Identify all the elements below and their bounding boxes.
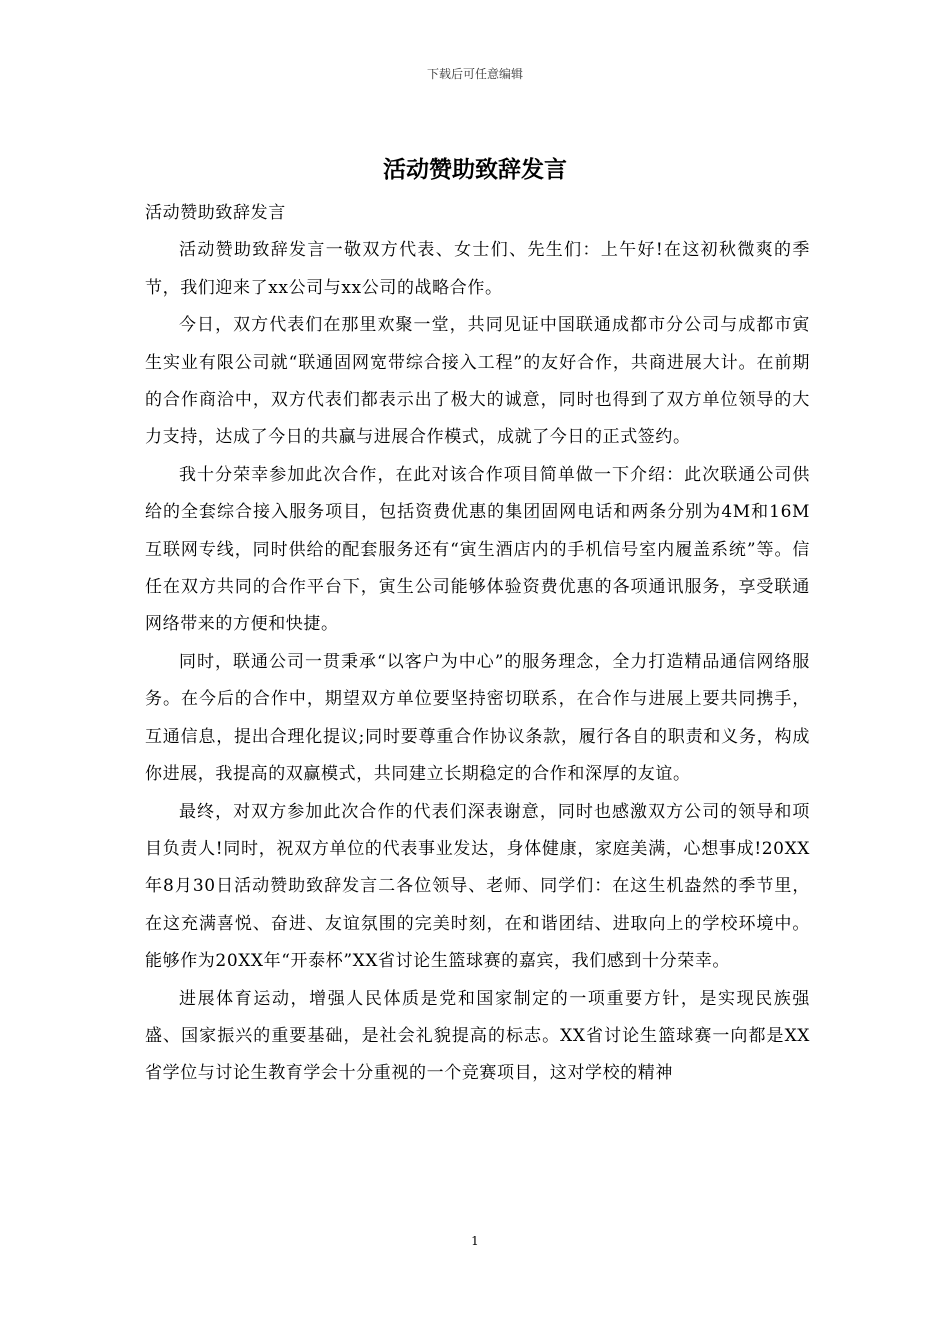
page-header-note: 下载后可任意编辑 <box>426 67 523 81</box>
document-subtitle: 活动赞助致辞发言 <box>145 203 286 223</box>
paragraph-3: 我十分荣幸参加此次合作，在此对该合作项目简单做一下介绍：此次联通公司供给的全套综合接入服务项目，包括资费优惠的集团固网电话和两条分别为4M和16M互联网专线，同时供给的配套服务还有“寅生酒店内的手机信号室内履盖系统”等。信任在双方共同的合作平台下，寅生公司能够体验资费优惠的各项通讯服务，享受联通网络带来的方便和快捷。 <box>145 464 810 635</box>
document-body <box>145 195 810 1093</box>
paragraph-2: 今日，双方代表们在那里欢聚一堂，共同见证中国联通成都市分公司与成都市寅生实业有限公司就“联通固网宽带综合接入工程”的友好合作，共商进展大计。在前期的合作商洽中，双方代表们都表示出了极大的诚意，同时也得到了双方单位领导的大力支持，达成了今日的共赢与进展合作模式，成就了今日的正式签约。 <box>145 315 810 448</box>
page-number: 1 <box>471 1234 479 1248</box>
paragraph-4: 同时，联通公司一贯秉承“以客户为中心”的服务理念，全力打造精品通信网络服务。在今后的合作中，期望双方单位要坚持密切联系，在合作与进展上要共同携手，互通信息，提出合理化提议;同时要尊重合作协议条款，履行各自的职责和义务，构成你进展，我提高的双赢模式，共同建立长期稳定的合作和深厚的友谊。 <box>145 651 810 785</box>
paragraph-5: 最终，对双方参加此次合作的代表们深表谢意，同时也感激双方公司的领导和项目负责人!同时，祝双方单位的代表事业发达，身体健康，家庭美满，心想事成!20XX年8月30日活动赞助致辞发言二各位领导、老师、同学们：在这生机盎然的季节里，在这充满喜悦、奋进、友谊氛围的完美时刻，在和谐团结、进取向上的学校环境中。能够作为20XX年“开泰杯”XX省讨论生篮球赛的嘉宾，我们感到十分荣幸。 <box>145 801 810 972</box>
paragraph-1: 活动赞助致辞发言一敬双方代表、女士们、先生们：上午好!在这初秋微爽的季节，我们迎来了xx公司与xx公司的战略合作。 <box>145 240 810 298</box>
document-title: 活动赞助致辞发言 <box>383 156 567 183</box>
paragraph-6: 进展体育运动，增强人民体质是党和国家制定的一项重要方针，是实现民族强盛、国家振兴的重要基础，是社会礼貌提高的标志。XX省讨论生篮球赛一向都是XX省学位与讨论生教育学会十分重视的一个竞赛项目，这对学校的精神 <box>145 988 810 1084</box>
